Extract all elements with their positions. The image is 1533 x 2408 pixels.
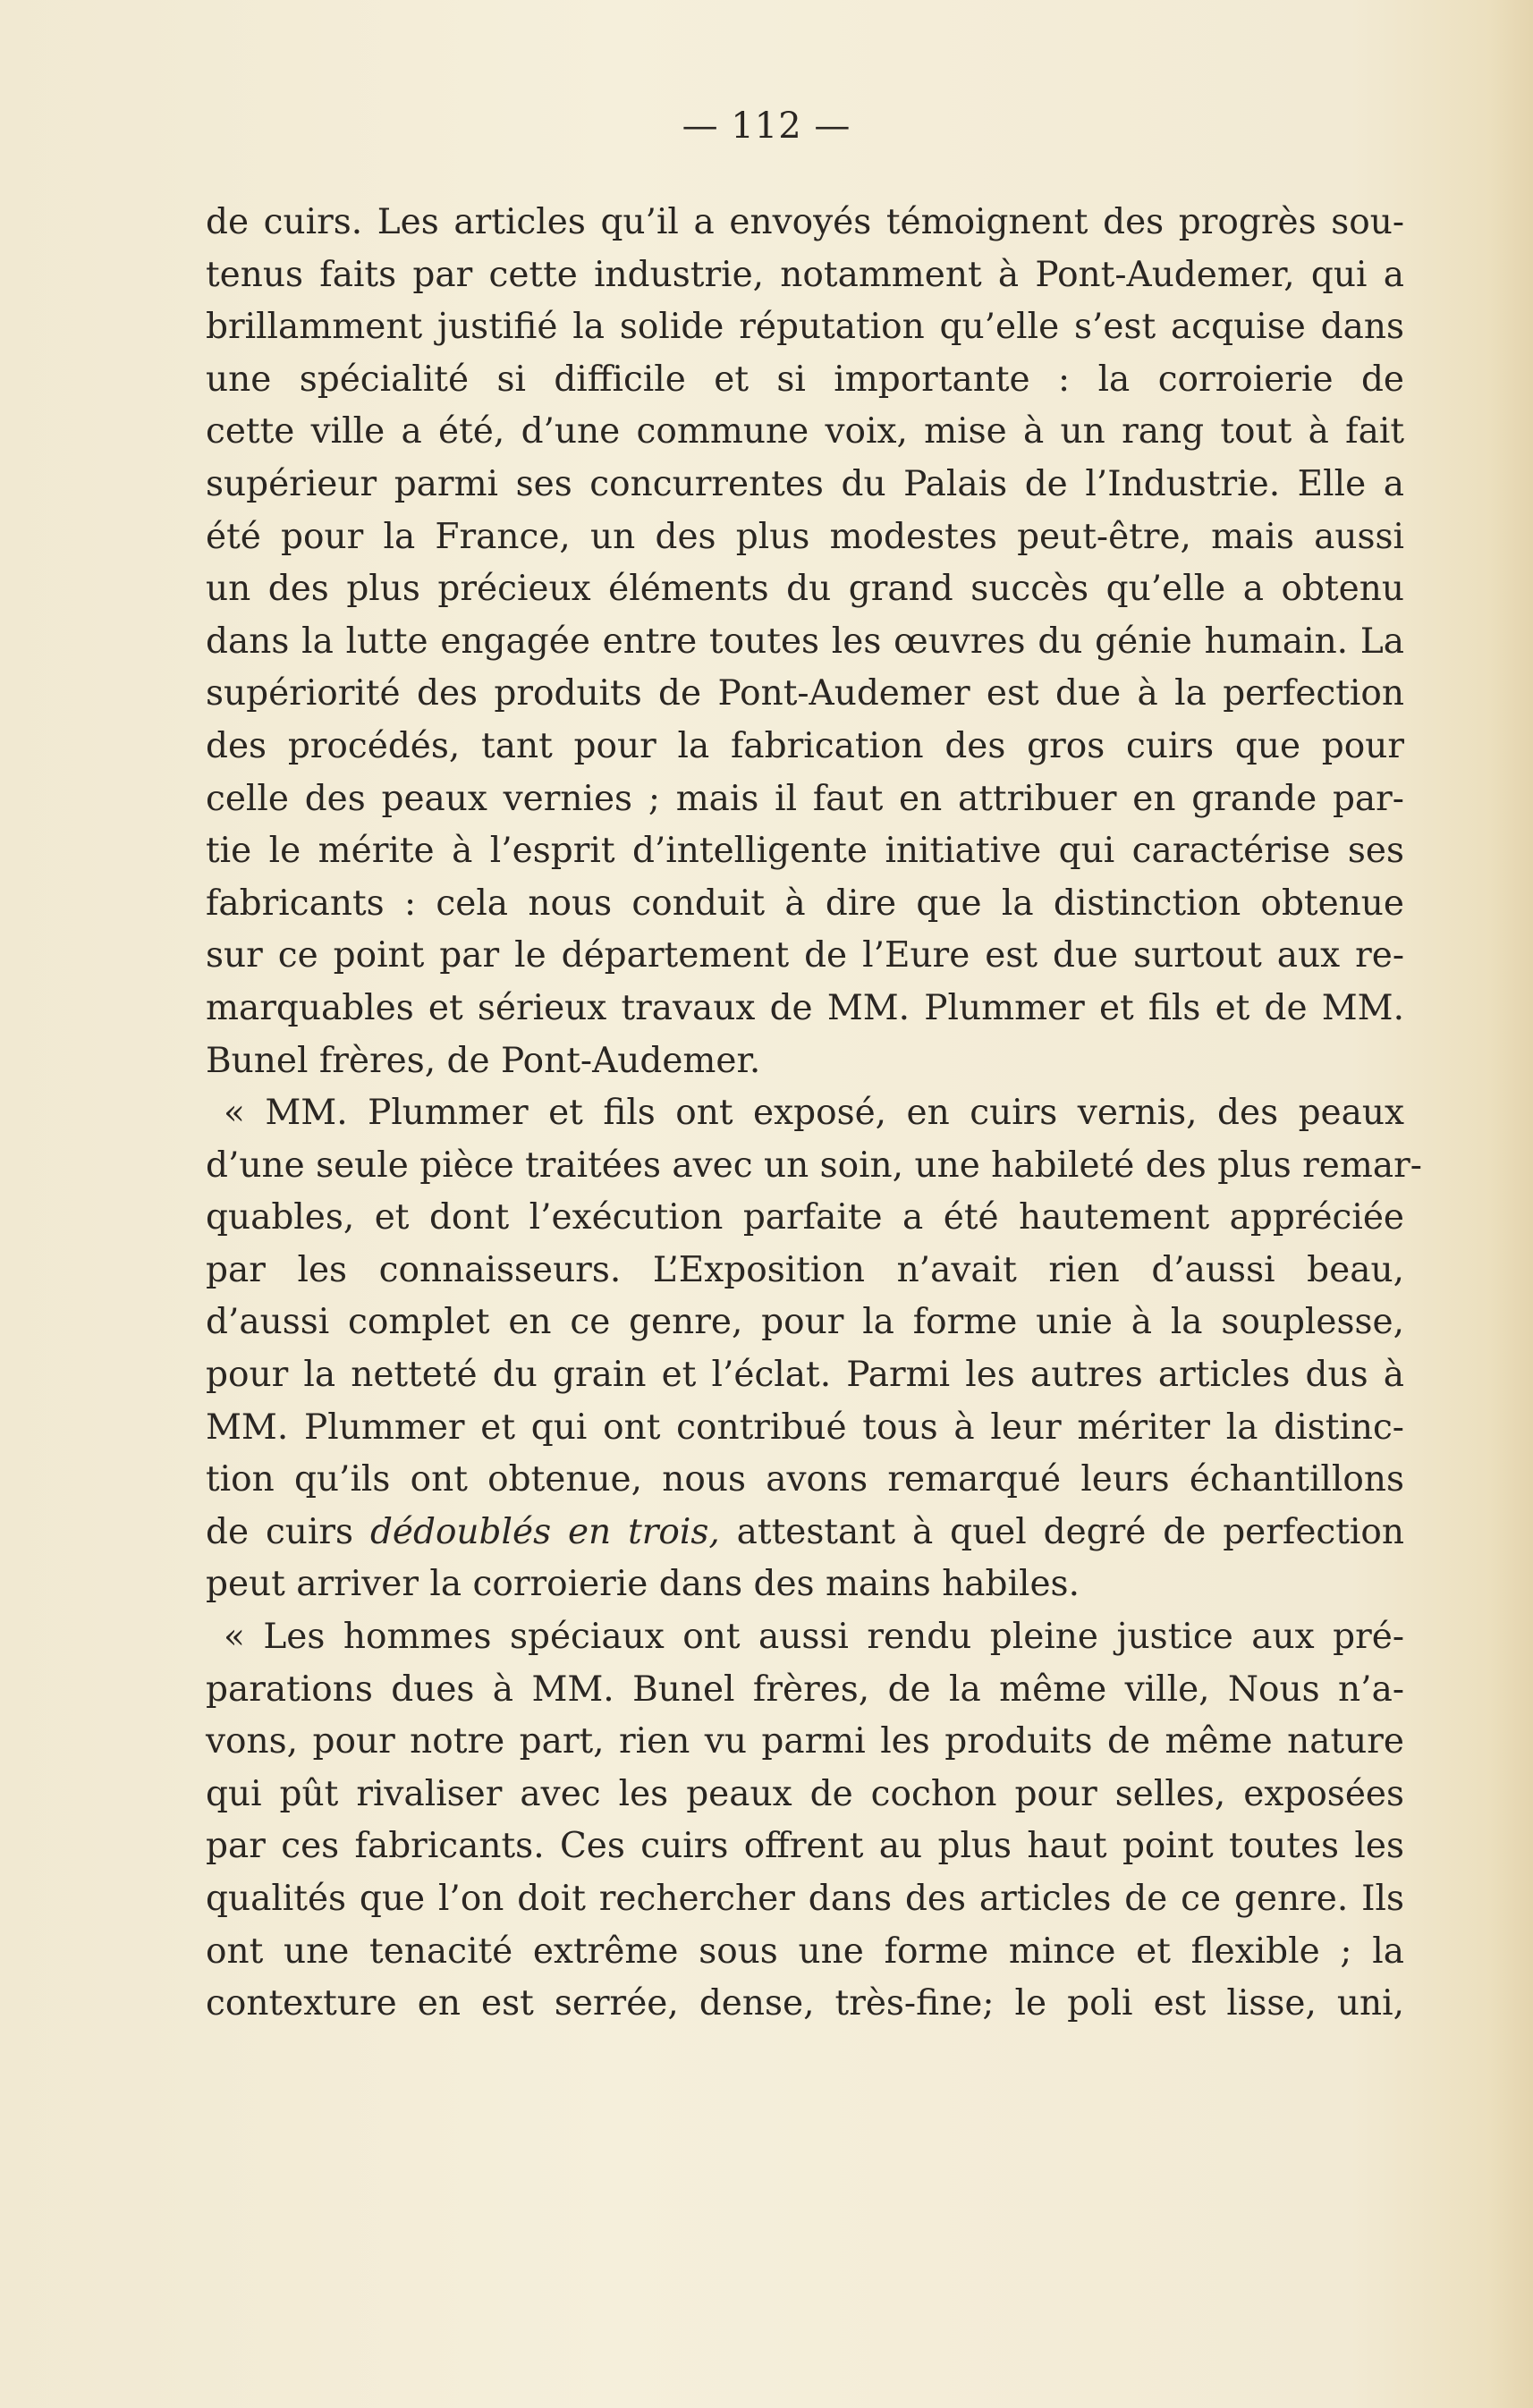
text-line: d’une seule pièce traitées avec un soin, une habileté des plus remar- <box>206 1145 1422 1186</box>
text-line: un des plus précieux éléments du grand succès qu’elle a obtenu <box>206 569 1404 610</box>
text-line: Bunel frères, de Pont-Audemer. <box>206 1040 761 1081</box>
text-line: de cuirs. Les articles qu’il a envoyés témoignent des progrès sou- <box>206 202 1404 242</box>
text-line: supériorité des produits de Pont-Audemer est due à la perfection <box>206 673 1404 714</box>
line-start: de cuirs <box>206 1511 354 1552</box>
body-text <box>206 197 1422 2031</box>
text-line: peut arriver la corroierie dans des mains habiles. <box>206 1564 1080 1605</box>
text-line: qui pût rivaliser avec les peaux de cochon pour selles, exposées <box>206 1773 1404 1814</box>
text-line: une spécialité si difficile et si importante : la corroierie de <box>206 359 1404 400</box>
text-line: ont une tenacité extrême sous une forme mince et flexible ; la <box>206 1931 1404 1972</box>
text-line: sur ce point par le département de l’Eure est due surtout aux re- <box>206 935 1404 976</box>
text-line: par ces fabricants. Ces cuirs offrent au plus haut point toutes les <box>206 1826 1404 1867</box>
text-line: tie le mérite à l’esprit d’intelligente initiative qui caractérise ses <box>206 831 1404 872</box>
text-line: d’aussi complet en ce genre, pour la forme unie à la souplesse, <box>206 1302 1404 1343</box>
text-line: tion qu’ils ont obtenue, nous avons remarqué leurs échantillons <box>206 1459 1404 1500</box>
text-line: MM. Plummer et qui ont contribué tous à leur mériter la distinc- <box>206 1407 1404 1448</box>
text-line: brillamment justifié la solide réputation qu’elle s’est acquise dans <box>206 307 1404 348</box>
text-line: « MM. Plummer et fils ont exposé, en cuirs vernis, des peaux <box>224 1093 1404 1134</box>
text-line: tenus faits par cette industrie, notamment à Pont-Audemer, qui a <box>206 254 1404 295</box>
text-line: « Les hommes spéciaux ont aussi rendu pleine justice aux pré- <box>224 1617 1404 1658</box>
line-end: attestant à quel degré de perfection <box>736 1511 1404 1552</box>
text-line: qualités que l’on doit rechercher dans des articles de ce genre. Ils <box>206 1879 1404 1919</box>
text-line: été pour la France, un des plus modestes peut-être, mais aussi <box>206 516 1404 557</box>
text-line: cette ville a été, d’une commune voix, mise à un rang tout à fait <box>206 411 1404 452</box>
text-line: supérieur parmi ses concurrentes du Palais de l’Industrie. Elle a <box>206 463 1404 504</box>
text-line: dans la lutte engagée entre toutes les œuvres du génie humain. La <box>206 621 1404 662</box>
text-line: parations dues à MM. Bunel frères, de la même ville, Nous n’a- <box>206 1669 1404 1710</box>
text-line: pour la netteté du grain et l’éclat. Parmi les autres articles dus à <box>206 1355 1404 1396</box>
text-line: des procédés, tant pour la fabrication des gros cuirs que pour <box>206 725 1404 766</box>
text-line: fabricants : cela nous conduit à dire que la distinction obtenue <box>206 883 1404 924</box>
text-line-with-italic <box>206 1507 1404 1559</box>
text-line: contexture en est serrée, dense, très-fine; le poli est lisse, uni, <box>206 1983 1404 2024</box>
text-line: vons, pour notre part, rien vu parmi les produits de même nature <box>206 1721 1404 1762</box>
italic-phrase: dédoublés en trois, <box>369 1511 720 1552</box>
text-line: marquables et sérieux travaux de MM. Plummer et fils et de MM. <box>206 987 1404 1028</box>
text-line: celle des peaux vernies ; mais il faut en attribuer en grande par- <box>206 778 1404 819</box>
page-number: — 112 — <box>682 106 851 147</box>
text-line: par les connaisseurs. L’Exposition n’avait rien d’aussi beau, <box>206 1249 1404 1290</box>
text-line: quables, et dont l’exécution parfaite a été hautement appréciée <box>206 1197 1404 1238</box>
